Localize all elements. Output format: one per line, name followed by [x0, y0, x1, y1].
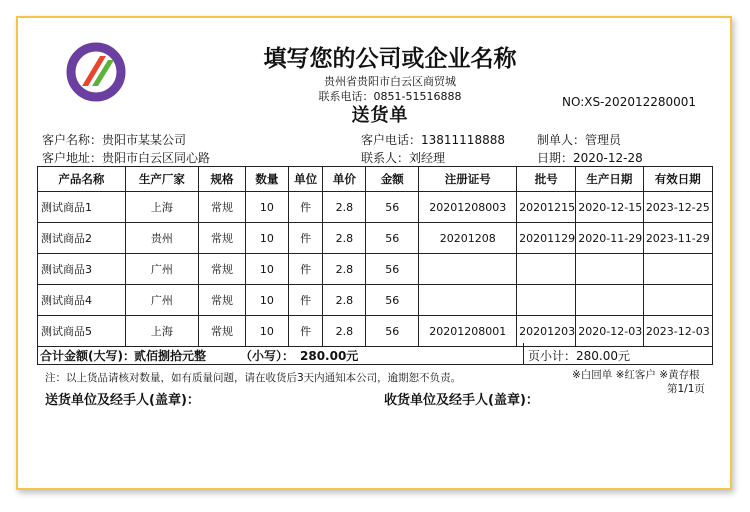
table-cell: 56 [366, 254, 419, 285]
table-cell [419, 254, 517, 285]
company-phone: 联系电话：0851-51516888 [318, 90, 462, 103]
table-cell: 20201208 [419, 223, 517, 254]
table-cell: 测试商品1 [38, 192, 126, 223]
total-uppercase-value: 贰佰捌拾元整 [134, 349, 207, 363]
column-header: 单位 [288, 167, 323, 192]
column-header: 单价 [323, 167, 366, 192]
table-cell: 10 [245, 254, 288, 285]
customer-name: 客户名称：贵阳市某某公司 [42, 133, 187, 147]
page-subtotal: 页小计：280.00元 [528, 349, 630, 363]
table-cell: 10 [245, 223, 288, 254]
table-cell [643, 285, 712, 316]
customer-address: 客户地址：贵阳市白云区同心路 [42, 151, 211, 165]
table-cell: 2.8 [323, 316, 366, 347]
table-cell [517, 254, 576, 285]
document-date: 日期：2020-12-28 [537, 151, 643, 165]
table-cell: 20201203 [517, 316, 576, 347]
page-indicator: 第1/1页 [667, 383, 705, 395]
maker: 制单人：管理员 [537, 133, 622, 147]
totals-divider [523, 343, 524, 364]
column-header: 生产日期 [576, 167, 643, 192]
table-row [38, 285, 713, 316]
table-cell: 10 [245, 285, 288, 316]
goods-table [37, 166, 713, 347]
table-cell: 2020-12-03 [576, 316, 643, 347]
totals-row [37, 343, 713, 365]
table-cell: 上海 [125, 316, 198, 347]
table-cell: 20201129 [517, 223, 576, 254]
table-cell: 上海 [125, 192, 198, 223]
table-cell: 2020-11-29 [576, 223, 643, 254]
table-cell: 测试商品4 [38, 285, 126, 316]
table-cell: 测试商品3 [38, 254, 126, 285]
table-cell [419, 285, 517, 316]
table-cell: 56 [366, 316, 419, 347]
table-cell: 广州 [125, 254, 198, 285]
table-cell: 2.8 [323, 285, 366, 316]
table-cell: 56 [366, 285, 419, 316]
table-cell [643, 254, 712, 285]
table-row [38, 316, 713, 347]
table-cell: 10 [245, 192, 288, 223]
column-header: 规格 [199, 167, 246, 192]
document-number: NO:XS-202012280001 [562, 95, 697, 109]
total-lowercase-label: （小写）： [240, 349, 295, 363]
table-cell: 2023-12-03 [643, 316, 712, 347]
column-header: 有效日期 [643, 167, 712, 192]
contact-person: 联系人：刘经理 [361, 151, 446, 165]
table-cell [576, 285, 643, 316]
column-header: 生产厂家 [125, 167, 198, 192]
total-uppercase-label: 合计金额(大写)： [40, 349, 135, 363]
copies-note: ※白回单 ※红客户 ※黄存根 [572, 369, 700, 381]
table-header-row [38, 167, 713, 192]
table-row [38, 223, 713, 254]
table-cell: 常规 [199, 223, 246, 254]
table-cell: 件 [288, 254, 323, 285]
table-cell: 件 [288, 285, 323, 316]
table-cell: 件 [288, 192, 323, 223]
company-name: 填写您的公司或企业名称 [263, 46, 517, 72]
table-cell: 测试商品5 [38, 316, 126, 347]
table-cell: 2023-12-25 [643, 192, 712, 223]
customer-phone: 客户电话：13811118888 [361, 133, 505, 147]
column-header: 金额 [366, 167, 419, 192]
footer-note: 注：以上货品请核对数量，如有质量问题，请在收货后3天内通知本公司，逾期恕不负责。 [45, 372, 462, 384]
table-cell: 件 [288, 316, 323, 347]
table-cell: 20201208003 [419, 192, 517, 223]
table-cell: 20201208001 [419, 316, 517, 347]
total-lowercase-value: 280.00元 [300, 349, 359, 363]
table-cell: 常规 [199, 285, 246, 316]
receiver-signature-label: 收货单位及经手人(盖章)： [384, 393, 539, 408]
company-address: 贵州省贵阳市白云区商贸城 [324, 75, 456, 88]
table-cell: 10 [245, 316, 288, 347]
table-cell: 20201215 [517, 192, 576, 223]
table-cell: 广州 [125, 285, 198, 316]
table-row [38, 192, 713, 223]
table-cell [517, 285, 576, 316]
table-cell: 2.8 [323, 223, 366, 254]
table-cell: 2020-12-15 [576, 192, 643, 223]
table-cell: 常规 [199, 254, 246, 285]
table-cell: 贵州 [125, 223, 198, 254]
column-header: 数量 [245, 167, 288, 192]
column-header: 产品名称 [38, 167, 126, 192]
table-cell: 2023-11-29 [643, 223, 712, 254]
table-cell: 56 [366, 192, 419, 223]
table-cell [576, 254, 643, 285]
table-cell: 常规 [199, 316, 246, 347]
sender-signature-label: 送货单位及经手人(盖章)： [45, 393, 200, 408]
column-header: 注册证号 [419, 167, 517, 192]
table-cell: 常规 [199, 192, 246, 223]
column-header: 批号 [517, 167, 576, 192]
table-row [38, 254, 713, 285]
table-cell: 56 [366, 223, 419, 254]
table-cell: 2.8 [323, 254, 366, 285]
table-cell: 测试商品2 [38, 223, 126, 254]
table-cell: 2.8 [323, 192, 366, 223]
company-logo [66, 42, 126, 102]
table-cell: 件 [288, 223, 323, 254]
document-title: 送货单 [351, 105, 409, 126]
